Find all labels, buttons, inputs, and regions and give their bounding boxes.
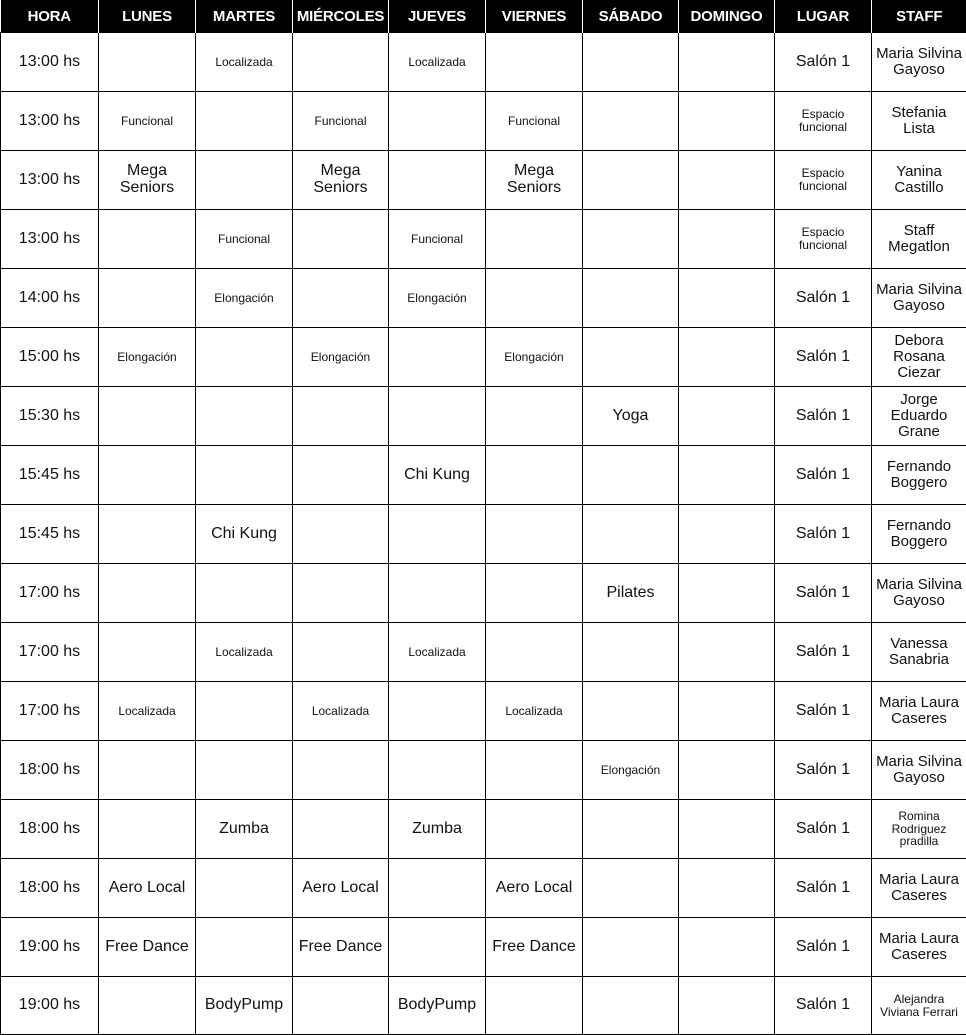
location-cell: Salón 1 <box>775 505 872 564</box>
class-cell-miercoles <box>293 446 389 505</box>
class-cell-martes <box>196 387 293 446</box>
location-cell: Salón 1 <box>775 918 872 977</box>
class-cell-lunes <box>99 387 196 446</box>
time-cell: 18:00 hs <box>1 800 99 859</box>
location-cell: Salón 1 <box>775 33 872 92</box>
location-cell: Salón 1 <box>775 859 872 918</box>
class-cell-sabado <box>583 505 679 564</box>
class-cell-martes <box>196 682 293 741</box>
class-cell-miercoles <box>293 210 389 269</box>
header-domingo: DOMINGO <box>679 0 775 33</box>
class-cell-viernes: Funcional <box>486 92 583 151</box>
class-label: Mega Seniors <box>306 163 376 197</box>
class-cell-domingo <box>679 269 775 328</box>
class-cell-viernes <box>486 33 583 92</box>
time-cell: 19:00 hs <box>1 918 99 977</box>
class-cell-viernes <box>486 446 583 505</box>
class-cell-lunes <box>99 564 196 623</box>
table-row <box>1 328 966 387</box>
class-cell-viernes <box>486 269 583 328</box>
table-row <box>1 564 966 623</box>
location-cell: Salón 1 <box>775 977 872 1035</box>
class-cell-miercoles <box>293 33 389 92</box>
table-row <box>1 859 966 918</box>
location-cell: Salón 1 <box>775 623 872 682</box>
class-cell-miercoles <box>293 800 389 859</box>
class-cell-domingo <box>679 623 775 682</box>
class-cell-martes: Localizada <box>196 623 293 682</box>
staff-cell: Maria Silvina Gayoso <box>872 269 966 328</box>
class-cell-miercoles <box>293 977 389 1035</box>
class-cell-domingo <box>679 564 775 623</box>
time-cell: 13:00 hs <box>1 210 99 269</box>
class-cell-jueves <box>389 151 486 210</box>
staff-cell: Stefania Lista <box>872 92 966 151</box>
class-cell-sabado <box>583 33 679 92</box>
class-cell-viernes <box>486 977 583 1035</box>
class-cell-lunes <box>99 505 196 564</box>
class-cell-domingo <box>679 741 775 800</box>
class-cell-martes <box>196 92 293 151</box>
class-cell-domingo <box>679 151 775 210</box>
location-cell: Espacio funcional <box>775 151 872 210</box>
class-cell-viernes: Localizada <box>486 682 583 741</box>
class-cell-lunes: Aero Local <box>99 859 196 918</box>
class-cell-lunes: Elongación <box>99 328 196 387</box>
location-cell: Salón 1 <box>775 800 872 859</box>
time-cell: 15:00 hs <box>1 328 99 387</box>
location-cell: Salón 1 <box>775 269 872 328</box>
class-cell-domingo <box>679 446 775 505</box>
class-cell-miercoles <box>293 151 389 210</box>
schedule-body <box>1 33 966 1035</box>
class-cell-viernes <box>486 151 583 210</box>
class-cell-jueves <box>389 92 486 151</box>
header-row <box>1 0 966 33</box>
class-cell-jueves: Elongación <box>389 269 486 328</box>
location-cell: Salón 1 <box>775 446 872 505</box>
class-cell-viernes: Elongación <box>486 328 583 387</box>
class-cell-domingo <box>679 682 775 741</box>
class-cell-miercoles <box>293 387 389 446</box>
location-cell: Salón 1 <box>775 387 872 446</box>
time-cell: 15:45 hs <box>1 505 99 564</box>
class-cell-domingo <box>679 210 775 269</box>
class-cell-viernes <box>486 210 583 269</box>
class-cell-jueves <box>389 682 486 741</box>
location-cell: Salón 1 <box>775 564 872 623</box>
class-cell-lunes <box>99 800 196 859</box>
class-label: Mega Seniors <box>112 163 182 197</box>
class-cell-jueves: Funcional <box>389 210 486 269</box>
class-cell-jueves <box>389 505 486 564</box>
staff-cell: Debora Rosana Ciezar <box>872 328 966 387</box>
class-cell-martes <box>196 741 293 800</box>
class-label: Mega Seniors <box>499 163 569 197</box>
time-cell: 17:00 hs <box>1 623 99 682</box>
table-row <box>1 151 966 210</box>
class-cell-jueves: Localizada <box>389 623 486 682</box>
table-row <box>1 446 966 505</box>
staff-cell: Vanessa Sanabria <box>872 623 966 682</box>
class-cell-viernes: Aero Local <box>486 859 583 918</box>
header-lunes: LUNES <box>99 0 196 33</box>
location-cell: Espacio funcional <box>775 210 872 269</box>
table-row <box>1 741 966 800</box>
class-cell-miercoles: Elongación <box>293 328 389 387</box>
class-cell-sabado <box>583 623 679 682</box>
location-cell: Espacio funcional <box>775 92 872 151</box>
table-row <box>1 682 966 741</box>
class-cell-domingo <box>679 33 775 92</box>
staff-cell: Fernando Boggero <box>872 505 966 564</box>
class-cell-martes: Chi Kung <box>196 505 293 564</box>
staff-cell: Staff Megatlon <box>872 210 966 269</box>
class-cell-jueves <box>389 328 486 387</box>
class-cell-sabado: Pilates <box>583 564 679 623</box>
class-cell-miercoles <box>293 741 389 800</box>
class-cell-sabado <box>583 682 679 741</box>
staff-cell: Maria Laura Caseres <box>872 859 966 918</box>
class-cell-sabado <box>583 800 679 859</box>
class-cell-martes: Funcional <box>196 210 293 269</box>
class-cell-lunes <box>99 446 196 505</box>
table-row <box>1 33 966 92</box>
staff-cell: Yanina Castillo <box>872 151 966 210</box>
class-cell-sabado: Yoga <box>583 387 679 446</box>
class-cell-jueves <box>389 564 486 623</box>
class-cell-domingo <box>679 859 775 918</box>
staff-cell: Jorge Eduardo Grane <box>872 387 966 446</box>
class-cell-viernes <box>486 741 583 800</box>
staff-cell: Fernando Boggero <box>872 446 966 505</box>
time-cell: 13:00 hs <box>1 33 99 92</box>
table-row <box>1 505 966 564</box>
header-miercoles: MIÉRCOLES <box>293 0 389 33</box>
class-cell-martes: BodyPump <box>196 977 293 1035</box>
class-cell-lunes <box>99 977 196 1035</box>
class-cell-jueves: BodyPump <box>389 977 486 1035</box>
table-row <box>1 92 966 151</box>
header-hora: HORA <box>1 0 99 33</box>
class-cell-martes <box>196 918 293 977</box>
class-cell-viernes <box>486 564 583 623</box>
class-cell-domingo <box>679 328 775 387</box>
time-cell: 13:00 hs <box>1 92 99 151</box>
table-row <box>1 210 966 269</box>
class-cell-jueves <box>389 918 486 977</box>
table-row <box>1 623 966 682</box>
class-cell-viernes <box>486 505 583 564</box>
time-cell: 17:00 hs <box>1 682 99 741</box>
class-cell-miercoles: Free Dance <box>293 918 389 977</box>
header-sabado: SÁBADO <box>583 0 679 33</box>
class-cell-sabado <box>583 92 679 151</box>
class-cell-lunes <box>99 33 196 92</box>
schedule-header <box>1 0 966 33</box>
class-cell-lunes: Funcional <box>99 92 196 151</box>
staff-cell: Maria Laura Caseres <box>872 682 966 741</box>
staff-cell: Maria Laura Caseres <box>872 918 966 977</box>
class-cell-viernes <box>486 800 583 859</box>
class-cell-miercoles <box>293 623 389 682</box>
class-cell-jueves: Chi Kung <box>389 446 486 505</box>
class-cell-sabado <box>583 918 679 977</box>
class-cell-domingo <box>679 505 775 564</box>
class-cell-jueves <box>389 387 486 446</box>
header-jueves: JUEVES <box>389 0 486 33</box>
header-lugar: LUGAR <box>775 0 872 33</box>
class-cell-lunes <box>99 623 196 682</box>
staff-cell: Romina Rodriguez pradilla <box>872 800 966 859</box>
staff-cell: Maria Silvina Gayoso <box>872 741 966 800</box>
class-cell-lunes <box>99 210 196 269</box>
time-cell: 14:00 hs <box>1 269 99 328</box>
class-cell-martes <box>196 151 293 210</box>
class-cell-sabado <box>583 269 679 328</box>
staff-cell: Maria Silvina Gayoso <box>872 564 966 623</box>
location-cell: Salón 1 <box>775 328 872 387</box>
class-cell-viernes <box>486 387 583 446</box>
table-row <box>1 977 966 1035</box>
class-cell-viernes: Free Dance <box>486 918 583 977</box>
time-cell: 18:00 hs <box>1 859 99 918</box>
class-cell-jueves <box>389 859 486 918</box>
class-cell-miercoles <box>293 564 389 623</box>
class-cell-miercoles: Aero Local <box>293 859 389 918</box>
header-staff: STAFF <box>872 0 966 33</box>
class-cell-viernes <box>486 623 583 682</box>
class-cell-sabado <box>583 977 679 1035</box>
class-cell-sabado <box>583 151 679 210</box>
table-row <box>1 387 966 446</box>
class-cell-lunes: Localizada <box>99 682 196 741</box>
class-cell-miercoles: Funcional <box>293 92 389 151</box>
class-cell-miercoles: Localizada <box>293 682 389 741</box>
class-cell-domingo <box>679 387 775 446</box>
class-cell-martes: Zumba <box>196 800 293 859</box>
class-cell-domingo <box>679 918 775 977</box>
class-cell-domingo <box>679 92 775 151</box>
class-cell-lunes <box>99 269 196 328</box>
class-cell-domingo <box>679 800 775 859</box>
class-cell-domingo <box>679 977 775 1035</box>
table-row <box>1 269 966 328</box>
class-cell-martes <box>196 446 293 505</box>
time-cell: 17:00 hs <box>1 564 99 623</box>
table-row <box>1 800 966 859</box>
class-cell-jueves: Localizada <box>389 33 486 92</box>
header-martes: MARTES <box>196 0 293 33</box>
location-cell: Salón 1 <box>775 682 872 741</box>
class-cell-jueves: Zumba <box>389 800 486 859</box>
class-cell-lunes: Free Dance <box>99 918 196 977</box>
class-cell-sabado <box>583 210 679 269</box>
class-cell-jueves <box>389 741 486 800</box>
staff-cell: Alejandra Viviana Ferrari <box>872 977 966 1035</box>
class-cell-martes <box>196 859 293 918</box>
header-viernes: VIERNES <box>486 0 583 33</box>
class-cell-sabado <box>583 328 679 387</box>
class-cell-martes <box>196 328 293 387</box>
location-cell: Salón 1 <box>775 741 872 800</box>
time-cell: 15:30 hs <box>1 387 99 446</box>
class-cell-sabado: Elongación <box>583 741 679 800</box>
class-cell-lunes <box>99 151 196 210</box>
class-cell-martes: Elongación <box>196 269 293 328</box>
class-cell-lunes <box>99 741 196 800</box>
time-cell: 13:00 hs <box>1 151 99 210</box>
time-cell: 15:45 hs <box>1 446 99 505</box>
time-cell: 19:00 hs <box>1 977 99 1035</box>
class-cell-miercoles <box>293 505 389 564</box>
class-cell-sabado <box>583 446 679 505</box>
time-cell: 18:00 hs <box>1 741 99 800</box>
class-cell-miercoles <box>293 269 389 328</box>
class-cell-martes <box>196 564 293 623</box>
class-cell-sabado <box>583 859 679 918</box>
class-cell-martes: Localizada <box>196 33 293 92</box>
table-row <box>1 918 966 977</box>
staff-cell: Maria Silvina Gayoso <box>872 33 966 92</box>
